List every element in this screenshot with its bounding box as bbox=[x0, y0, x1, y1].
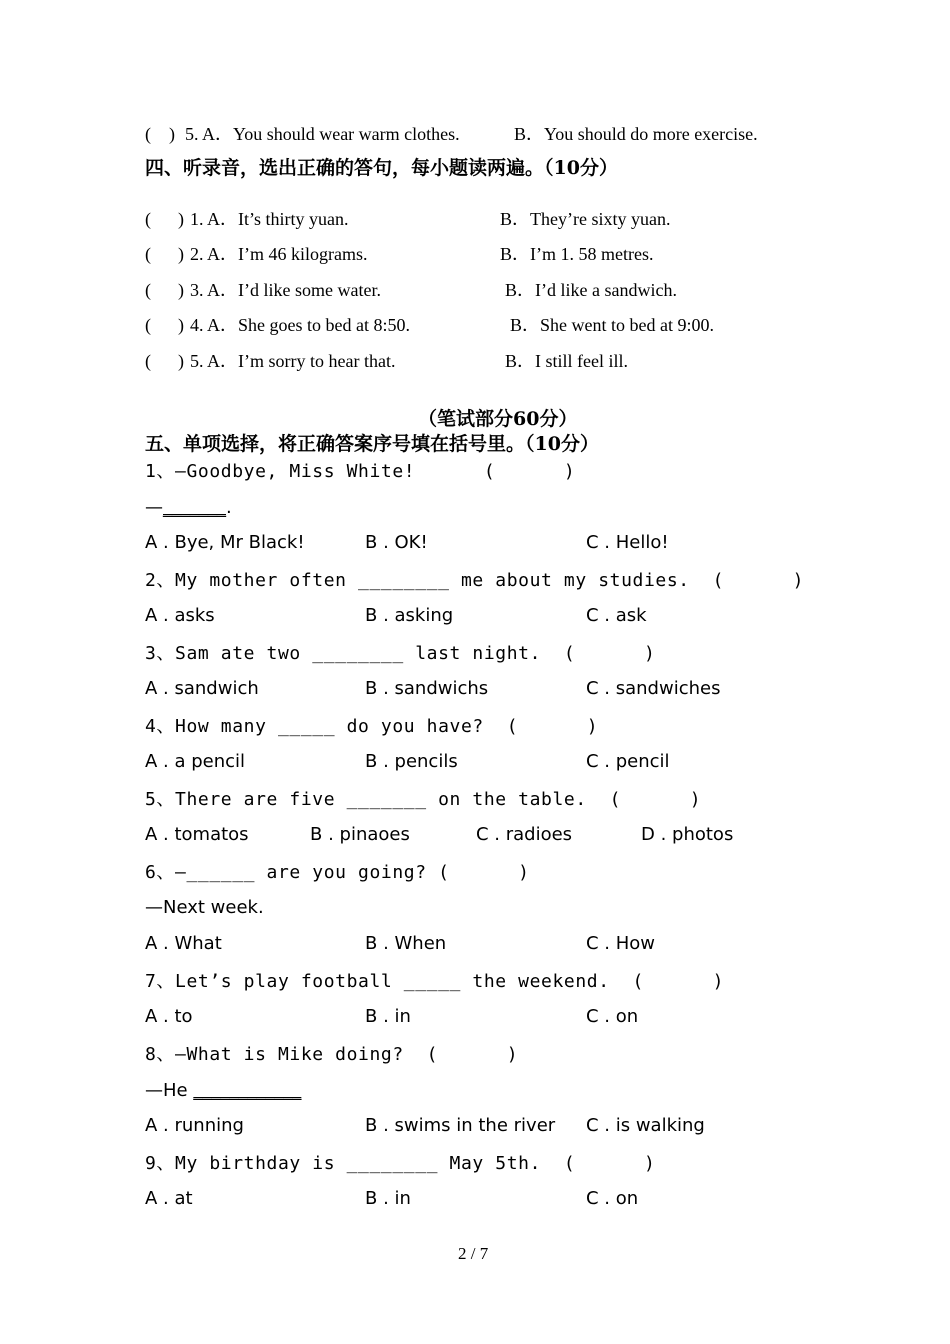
q8-option-b: B . swims in the river bbox=[365, 1115, 556, 1136]
q8-reply-blank: ____________ bbox=[193, 1080, 302, 1101]
q4-option-b: B . pencils bbox=[365, 751, 458, 772]
prev-item-5-option-b: B．You should do more exercise. bbox=[514, 124, 758, 144]
prev-item-5-paren: ( ) bbox=[145, 124, 175, 144]
q8-reply bbox=[145, 1082, 301, 1100]
q1-reply-period: . bbox=[226, 497, 232, 518]
q2-option-a: A . asks bbox=[145, 605, 215, 626]
q3-option-c: C . sandwiches bbox=[586, 678, 721, 699]
q2-option-c: C . ask bbox=[586, 605, 647, 626]
q4-option-c: C . pencil bbox=[586, 751, 670, 772]
s4-item-3-paren: ( ) bbox=[145, 280, 184, 300]
section-4-heading: 四、听录音，选出正确的答句，每小题读两遍。（10分） bbox=[145, 157, 618, 179]
q5-option-a: A . tomatos bbox=[145, 824, 249, 845]
q1-option-b: B . OK! bbox=[365, 532, 428, 553]
prev-item-5-option-a: 5. A．You should wear warm clothes. bbox=[185, 124, 460, 144]
q7-option-a: A . to bbox=[145, 1006, 193, 1027]
q6-stem: 6、—______ are you going? ( ) bbox=[145, 862, 530, 883]
q1-reply-blank: _______ bbox=[163, 497, 226, 518]
q3-stem: 3、Sam ate two ________ last night. ( ) bbox=[145, 643, 656, 664]
s4-item-1-option-a: 1. A．It’s thirty yuan. bbox=[190, 209, 349, 229]
s4-item-4-paren: ( ) bbox=[145, 315, 184, 335]
q7-option-b: B . in bbox=[365, 1006, 411, 1027]
q9-option-a: A . at bbox=[145, 1188, 193, 1209]
s4-item-3-option-a: 3. A．I’d like some water. bbox=[190, 280, 381, 300]
written-part-title: （笔试部分60分） bbox=[418, 408, 578, 430]
q6-reply: —Next week. bbox=[145, 897, 264, 918]
q7-stem: 7、Let’s play football _____ the weekend. ( ) bbox=[145, 971, 725, 992]
q8-option-a: A . running bbox=[145, 1115, 244, 1136]
q5-option-c: C . radioes bbox=[476, 824, 573, 845]
q6-option-b: B . When bbox=[365, 933, 447, 954]
section-5-heading: 五、单项选择，将正确答案序号填在括号里。（10分） bbox=[145, 433, 599, 455]
s4-item-5-option-a: 5. A．I’m sorry to hear that. bbox=[190, 351, 396, 371]
s4-item-4-option-a: 4. A．She goes to bed at 8:50. bbox=[190, 315, 410, 335]
q4-option-a: A . a pencil bbox=[145, 751, 246, 772]
q1-stem: 1、—Goodbye, Miss White! ( ) bbox=[145, 461, 576, 482]
q1-reply bbox=[145, 499, 232, 517]
s4-item-5-option-b: B．I still feel ill. bbox=[505, 351, 628, 371]
q8-option-c: C . is walking bbox=[586, 1115, 705, 1136]
q3-option-b: B . sandwichs bbox=[365, 678, 489, 699]
q2-option-b: B . asking bbox=[365, 605, 454, 626]
q8-reply-prefix: —He bbox=[145, 1080, 194, 1101]
q1-option-a: A . Bye, Mr Black! bbox=[145, 532, 305, 553]
q1-option-c: C . Hello! bbox=[586, 532, 669, 553]
q8-stem: 8、—What is Mike doing? ( ) bbox=[145, 1044, 519, 1065]
q5-option-d: D . photos bbox=[641, 824, 734, 845]
s4-item-4-option-b: B．She went to bed at 9:00. bbox=[510, 315, 714, 335]
s4-item-2-option-b: B．I’m 1. 58 metres. bbox=[500, 244, 654, 264]
q9-stem: 9、My birthday is ________ May 5th. ( ) bbox=[145, 1153, 656, 1174]
q1-reply-dash: — bbox=[145, 497, 163, 518]
s4-item-3-option-b: B．I’d like a sandwich. bbox=[505, 280, 677, 300]
s4-item-5-paren: ( ) bbox=[145, 351, 184, 371]
q3-option-a: A . sandwich bbox=[145, 678, 259, 699]
q7-option-c: C . on bbox=[586, 1006, 639, 1027]
q5-option-b: B . pinaoes bbox=[310, 824, 410, 845]
q6-option-a: A . What bbox=[145, 933, 222, 954]
s4-item-1-option-b: B．They’re sixty yuan. bbox=[500, 209, 671, 229]
s4-item-1-paren: ( ) bbox=[145, 209, 184, 229]
q5-stem: 5、There are five _______ on the table. ( ) bbox=[145, 789, 702, 810]
q9-option-c: C . on bbox=[586, 1188, 639, 1209]
q4-stem: 4、How many _____ do you have? ( ) bbox=[145, 716, 599, 737]
q9-option-b: B . in bbox=[365, 1188, 411, 1209]
q2-stem: 2、My mother often ________ me about my studies. ( ) bbox=[145, 570, 805, 591]
s4-item-2-option-a: 2. A．I’m 46 kilograms. bbox=[190, 244, 368, 264]
q6-option-c: C . How bbox=[586, 933, 656, 954]
page-number: 2 / 7 bbox=[458, 1244, 489, 1263]
s4-item-2-paren: ( ) bbox=[145, 244, 184, 264]
